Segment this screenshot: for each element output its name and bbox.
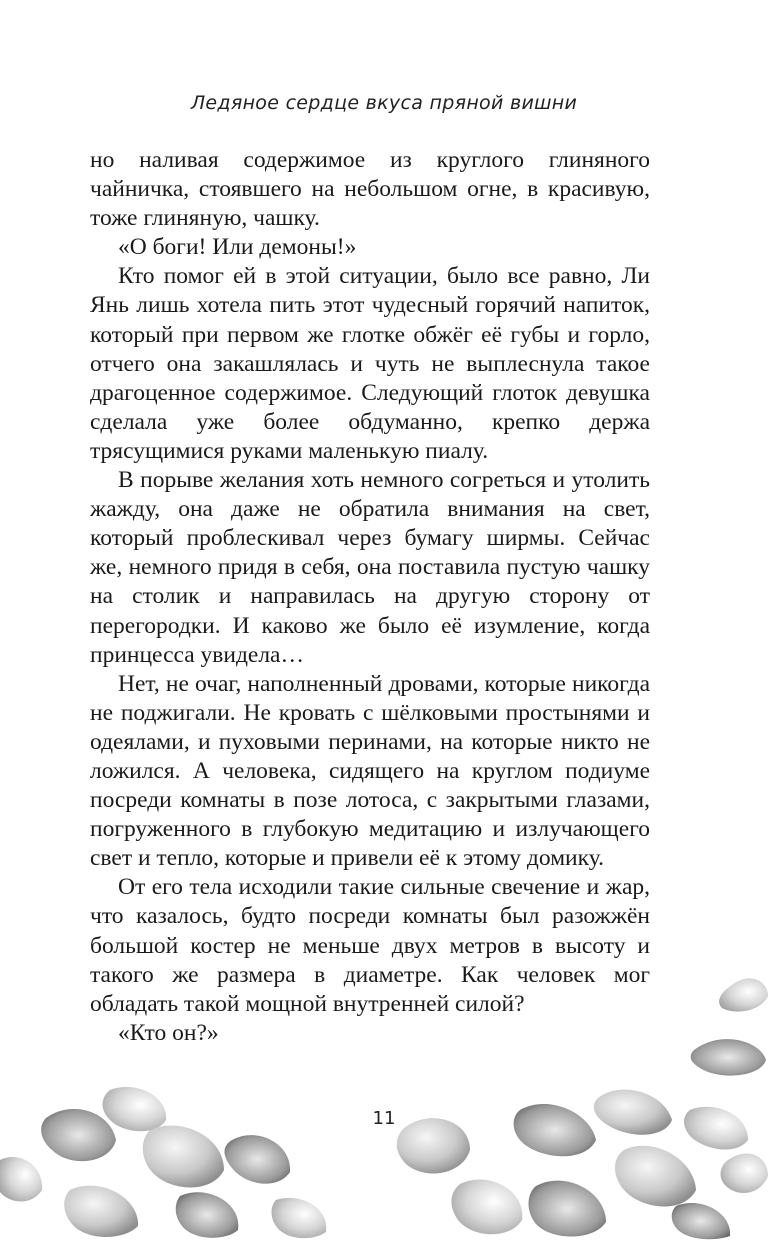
petal [225,1135,291,1184]
petal [143,1125,224,1187]
paragraph: «О боги! Или демоны!» [118,234,357,261]
petal [64,1186,138,1237]
page-number: 11 [372,1108,396,1129]
paragraph: От его тела исходили такие сильные свечение и жар, что казалось, будто посреди комнаты был разожжён большой костер не меньше двух метров в высоту и такого же размера в диаметре. Как человек мог обладать такой мощной внутренней силой? [90,874,650,1017]
petal [272,1198,327,1238]
paragraph: Нет, не очаг, наполненный дровами, которые никогда не поджигали. Не кровать с шёлковыми простынями и одеялами, и пуховыми перинами, на которые никто не ложился. А человека, сидящего на круглом подиуме посреди комнаты в позе лотоса, с закрытыми глазами, погруженного в глубокую медитацию и излучающего свет и тепло, которые и привели её к этому домику. [90,670,650,872]
petal [529,1181,607,1237]
petal [719,978,768,1011]
paragraph: но наливая содержимое из круглого глиняного чайничка, стоявшего на небольшом огне, в красивую, тоже глиняную, чашку. [90,147,650,232]
paragraph: В порыве желания хоть немного согреться и утолить жажду, она даже не обратила внимания на свет, который проблескивал через бумагу ширмы. Сейчас же, немного придя в себя, она поставила пустую чашку на столик и направилась на другую сторону от перегородки. И каково же было её изумление, когда принцесса увидела… [90,467,650,668]
petal [672,1203,730,1239]
petal [615,1146,696,1207]
paragraph: Кто помог ей в этой ситуации, было все равно, Ли Янь лишь хотела пить этот чудесный горячий напиток, который при первом же глотке обжёг её губы и горло, отчего она закашлялась и чуть не выплеснула такое драгоценное содержимое. Следующий глоток девушка сделала уже более обдуманно, крепко держа трясущимися руками маленькую пиалу. [90,263,650,464]
paragraph: «Кто он?» [118,1019,219,1046]
petal [691,1039,766,1075]
petal [176,1192,239,1238]
petal [451,1179,522,1234]
body-text [90,146,650,1048]
petal [0,1157,42,1202]
running-title: Ледяное сердце вкуса пряной вишни [190,92,578,114]
petal [721,1153,768,1193]
